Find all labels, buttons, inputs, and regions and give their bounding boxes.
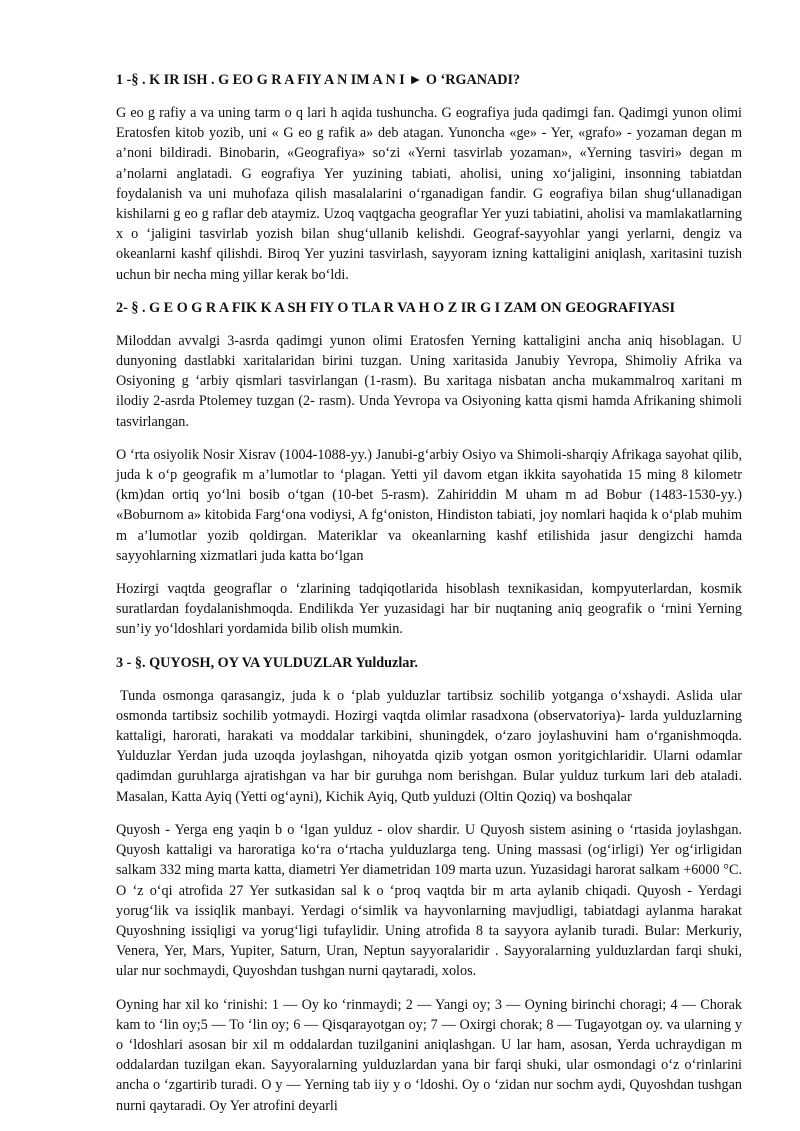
section-heading: 2- § . G E O G R A FIK K A SH FIY O TLA R VA H O Z IR G I ZAM ON GEOGRAFIYASI [116, 299, 676, 316]
section-heading: 3 - §. QUYOSH, OY VA YULDUZLAR Yulduzlar. [116, 654, 418, 671]
section-heading: 1 -§ . K IR ISH . G EO G R A FIY A N IM A N I ► O ‘RGANADI? [116, 72, 521, 88]
paragraph: O ‘rta osiyolik Nosir Xisrav (1004-1088-yy.) Janubi-g‘arbiy Osiyo va Shimoli-sharqiy Afrikaga sayohat qilib, juda k o‘p geografik m a’lumotlar to ‘plagan. Yetti yil davom etgan ikkita sayohatida 15 ming 8 kilometr (km)dan ortiq yo‘lni bosib o‘tgan (10-bet 5-rasm). Zahiriddin M uham m ad Bobur (1483-1530-yy.) «Boburnom a» kitobida Farg‘ona vodiysi, A fg‘oniston, Hindiston tabiati, joy nomlari haqida k o‘plab muhim m a’lumotlar yozib qoldirgan. Materiklar va okeanlarning kashf etilishida jasur dengizchi hamda sayyohlarning xizmatlari juda katta bo‘lgan [116, 446, 742, 564]
section-1 [116, 70, 742, 285]
section-3 [116, 653, 742, 1116]
paragraph: Oyning har xil ko ‘rinishi: 1 — Oy ko ‘rinmaydi; 2 — Yangi oy; 3 — Oyning birinchi choragi; 4 — Chorak kam to ‘lin oy;5 — To ‘lin oy; 6 — Qisqarayotgan oy; 7 — Oxirgi chorak; 8 — Tugayotgan oy. va ularning y o ‘ldoshlari asosan bir xil m oddalardan tuzilganini aniqlashgan. U lar ham, asosan, Yerda uchraydigan m oddalardan tuzilgan ekan. Sayyoralarning yulduzlardan yana bir farqi shuki, ular osmondagi o‘z o‘rinlarini ancha o ‘zgartirib turadi. O y — Yerning tab iiy y o ‘ldoshi. Oy o ‘zidan nur sochm aydi, Quyoshdan tushgan nurni qaytaradi. Oy Yer atrofini deyarli [116, 996, 742, 1114]
paragraph: G eo g rafiy a va uning tarm o q lari h aqida tushuncha. G eografiya juda qadimgi fan. Qadimgi yunon olimi Eratosfen kitob yozib, uni « G eo g rafik a» deb atagan. Yunoncha «ge» - Yer, «grafo» - yozaman degan m a’noni bildiradi. Binobarin, «Geografiya» so‘zi «Yerni tasvirlab yozaman», «Yerning tasviri» degan m a’nolarni anglatadi. G eografiya Yer yuzining tabiati, aholisi, uning xo‘jaligini, insonning tabiatdan foydalanish va uni muhofaza qilish masalalarini o‘rganadigan fandir. G eografiya bilan shug‘ullanadigan kishilarni g eo g raflar deb ataymiz. Uzoq vaqtgacha geograflar Yer yuzi tabiatini, aholisi va mamlakatlarning x o ‘jaligini tasvirlab yozish bilan shug‘ullanib kelishdi. Geograf-sayyohlar yangi yerlarni, dengiz va okeanlarni kashf qilishdi. Biroq Yer yuzini tasvirlash, sayyoram izning kattaligini aniqlash, xaritasini tuzish uchun bir necha ming yillar kerak bo‘ldi. [116, 105, 742, 283]
paragraph: Quyosh - Yerga eng yaqin b o ‘lgan yulduz - olov shardir. U Quyosh sistem asining o ‘rtasida joylashgan. Quyosh kattaligi va haroratiga ko‘ra o‘rtacha yulduzlarga teng. Uning massasi (og‘irligi) Yer og‘irligidan salkam 332 ming marta katta, diametri Yer diametridan 109 marta uzun. Yuzasidagi harorat salkam +6000 °C. O ‘z o‘qi atrofida 27 Yer sutkasidan sal k o ‘proq vaqtda bir m arta aylanib chiqadi. Quyosh - Yerdagi yorug‘lik va issiqlik manbayi. Yerdagi o‘simlik va hayvonlarning mavjudligi, tabiatdagi aylanma harakat Quyoshning issiqligi va yorug‘ligi tufaylidir. Uning atrofida 8 ta sayyora aylanib turadi. Bular: Merkuriy, Venera, Yer, Mars, Yupiter, Saturn, Uran, Neptun sayyoralaridir . Sayyoralarning yulduzlardan farqi shuki, ular nur sochmaydi, Quyoshdan tushgan nurni qaytaradi, xolos. [116, 821, 742, 980]
paragraph: Tunda osmonga qarasangiz, juda k o ‘plab yulduzlar tartibsiz sochilib yotganga o‘xshaydi. Aslida ular osmonda tartibsiz sochilib yotmaydi. Hozirgi vaqtda olimlar rasadxona (observatoriya)- larda yulduzlarning kattaligi, harorati, harakati va moddalar tarkibini, shuningdek, o‘zaro joylashuvini ham o‘rganishmoqda. Yulduzlar Yerdan juda uzoqda joylashgan, nihoyatda qizib yotgan osmon yoritgichlaridir. Ularni odamlar qadimdan guruhlarga ajratishgan va har bir guruhga nom berishgan. Bular yulduz turkum lari deb ataladi. Masalan, Katta Ayiq (Yetti og‘ayni), Kichik Ayiq, Qutb yulduzi (Oltin Qoziq) va boshqalar [116, 687, 742, 805]
section-2 [116, 298, 742, 640]
paragraph: Hozirgi vaqtda geograflar o ‘zlarining tadqiqotlarida hisoblash texnikasidan, kompyuterlardan, kosmik suratlardan foydalanishmoqda. Endilikda Yer yuzasidagi har bir nuqtaning aniq geografik o ‘rnini Yerning sun’iy yo‘ldoshlari yordamida bilib olish mumkin. [116, 581, 742, 638]
paragraph: Miloddan avvalgi 3-asrda qadimgi yunon olimi Eratosfen Yerning kattaligini ancha aniq hisoblagan. U dunyoning dastlabki xaritalaridan birini tuzgan. Uning xaritasida Janubiy Yevropa, Shimoliy Afrika va Osiyoning g ‘arbiy qismlari tasvirlangan (1-rasm). Bu xaritaga nisbatan ancha mukammalroq xaritani m ilodiy 2-asrda Ptolemey tuzgan (2- rasm). Unda Yevropa va Osiyoning katta qismi hamda Afrikaning shimoli tasvirlangan. [116, 332, 742, 430]
